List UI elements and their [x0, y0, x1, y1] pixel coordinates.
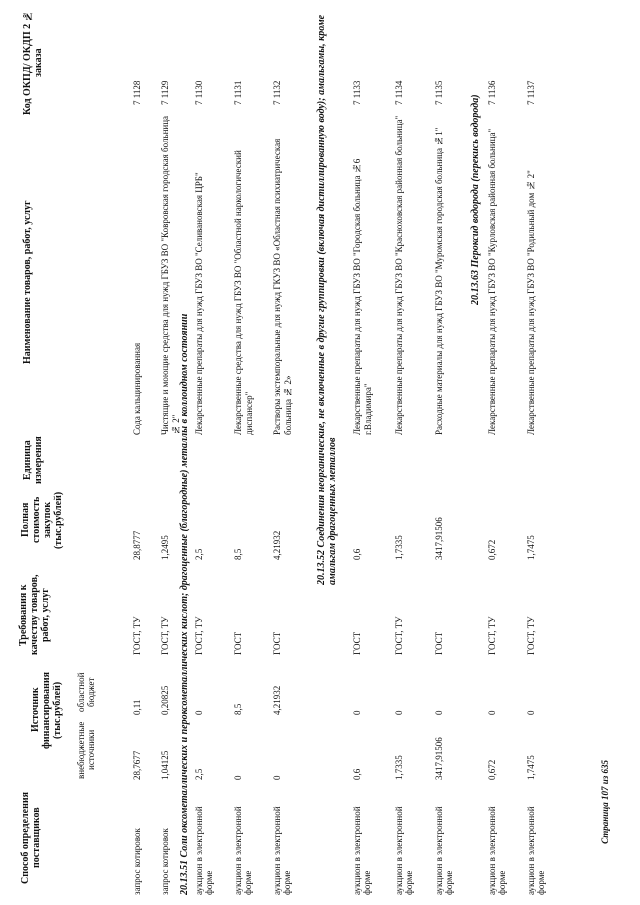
row-reg: 0,20825 — [160, 685, 170, 715]
row-method: аукцион в электронной форме — [272, 806, 292, 895]
row-req: ГОСТ, ТУ — [487, 616, 497, 655]
row-ext: 0,672 — [487, 759, 497, 780]
row-req: ГОСТ, ТУ — [160, 616, 170, 655]
row-ext: 0 — [272, 775, 282, 780]
row-total: 0,672 — [487, 539, 497, 560]
row-method: запрос котировок — [132, 828, 142, 895]
header-name: Наименование товаров, работ, услуг — [22, 200, 33, 365]
row-method: запрос котировок — [160, 828, 170, 895]
row-name: Лекарственные средства для нужд ГБУЗ ВО "Областной наркологический диспансер" — [233, 150, 254, 435]
row-total: 4,21932 — [272, 530, 282, 560]
row-code: 7 1137 — [526, 80, 536, 105]
row-name: Растворы экстемпоральные для нужд ГКУЗ ВО «Областная психиатрическая больница № 2» — [272, 138, 293, 435]
row-reg: 0 — [434, 710, 444, 715]
row-req: ГОСТ — [434, 631, 444, 655]
row-name: Лекарственные препараты для нужд ГБУЗ ВО "Курловская районная больница" — [487, 128, 497, 435]
row-ext: 1,7335 — [394, 755, 404, 780]
row-code: 7 1134 — [394, 80, 404, 105]
header-src-reg: областной бюджет — [76, 672, 96, 713]
header-src: Источник финансирования (тыс.рублей) — [30, 671, 63, 749]
header-code: Код ОКПД/ ОКДП 2 № заказа — [22, 10, 44, 115]
row-name: Сода кальцинированная — [132, 342, 142, 435]
row-method: аукцион в электронной форме — [394, 806, 414, 895]
row-reg: 0 — [526, 710, 536, 715]
row-name: Лекарственные препараты для нужд ГБУЗ ВО "Родильный дом № 2" — [526, 170, 536, 435]
row-reg: 0 — [194, 710, 204, 715]
row-method: аукцион в электронной форме — [434, 806, 454, 895]
page-footer: Страница 107 из 635 — [600, 760, 610, 844]
row-total: 1,7475 — [526, 535, 536, 560]
row-name: Расходные материалы для нужд ГБУЗ ВО "Муромская городская больница №1" — [434, 127, 444, 435]
row-reg: 0 — [394, 710, 404, 715]
row-reg: 0 — [487, 710, 497, 715]
row-ext: 3417,91506 — [434, 737, 444, 780]
row-reg: 0 — [352, 710, 362, 715]
row-code: 7 1133 — [352, 80, 362, 105]
row-ext: 0 — [233, 775, 243, 780]
row-code: 7 1131 — [233, 80, 243, 105]
row-total: 28,8777 — [132, 530, 142, 560]
row-ext: 1,04125 — [160, 750, 170, 780]
row-req: ГОСТ, ТУ — [194, 616, 204, 655]
row-reg: 0,11 — [132, 699, 142, 715]
row-method: аукцион в электронной форме — [352, 806, 372, 895]
row-method: аукцион в электронной форме — [487, 806, 507, 895]
row-code: 7 1129 — [160, 80, 170, 105]
row-reg: 8,5 — [233, 703, 243, 715]
section-heading: 20.13.52 Соединения неорганические, не включенные в другие группировки (включая дистиллированную воду); амальгамы, кроме амальгам драгоценных металлов — [316, 14, 338, 585]
row-ext: 2,5 — [194, 768, 204, 780]
row-name: Лекарственные препараты для нужд ГБУЗ ВО "Городская больница №6 г.Владимира" — [352, 158, 373, 435]
row-total: 2,5 — [194, 548, 204, 560]
row-total: 1,7335 — [394, 535, 404, 560]
row-ext: 0,6 — [352, 768, 362, 780]
row-code: 7 1130 — [194, 80, 204, 105]
row-method: аукцион в электронной форме — [233, 806, 253, 895]
row-req: ГОСТ — [272, 631, 282, 655]
row-total: 0,6 — [352, 548, 362, 560]
row-req: ГОСТ, ТУ — [526, 616, 536, 655]
row-method: аукцион в электронной форме — [526, 806, 546, 895]
header-unit: Единица измерения — [22, 436, 44, 484]
row-reg: 4,21932 — [272, 685, 282, 715]
header-method: Способ определения поставщиков — [20, 791, 42, 884]
row-total: 8,5 — [233, 548, 243, 560]
header-req: Требования к качеству товаров, работ, услуг — [18, 574, 51, 656]
row-name: Лекарственные препараты для нужд ГБУЗ ВО "Селивановская ЦРБ" — [194, 172, 204, 435]
row-req: ГОСТ, ТУ — [132, 616, 142, 655]
header-total: Полная стоимость закупок (тыс.рублей) — [20, 491, 64, 549]
row-name: Лекарственные препараты для нужд ГБУЗ ВО "Красноховская районная больница" — [394, 115, 404, 435]
row-code: 7 1128 — [132, 80, 142, 105]
row-name: Чистящие и моющие средства для нужд ГБУЗ ВО "Ковровская городская больница № 2" — [160, 115, 181, 435]
row-total: 1,2495 — [160, 535, 170, 560]
section-heading: 20.13.63 Пероксид водорода (перекись водорода) — [470, 94, 481, 305]
row-code: 7 1136 — [487, 80, 497, 105]
row-req: ГОСТ — [233, 631, 243, 655]
row-total: 3417,91506 — [434, 517, 444, 560]
row-code: 7 1132 — [272, 80, 282, 105]
row-method: аукцион в электронной форме — [194, 806, 214, 895]
section-heading: 20.13.51 Соли оксометаллических и пероксометаллических кислот; драгоценные (благородные) металлы в коллоидном состоянии — [179, 313, 190, 895]
row-req: ГОСТ — [352, 631, 362, 655]
row-ext: 28,7677 — [132, 750, 142, 780]
row-req: ГОСТ, ТУ — [394, 616, 404, 655]
row-ext: 1,7475 — [526, 755, 536, 780]
header-src-ext: внебюджетные источники — [76, 721, 96, 779]
row-code: 7 1135 — [434, 80, 444, 105]
